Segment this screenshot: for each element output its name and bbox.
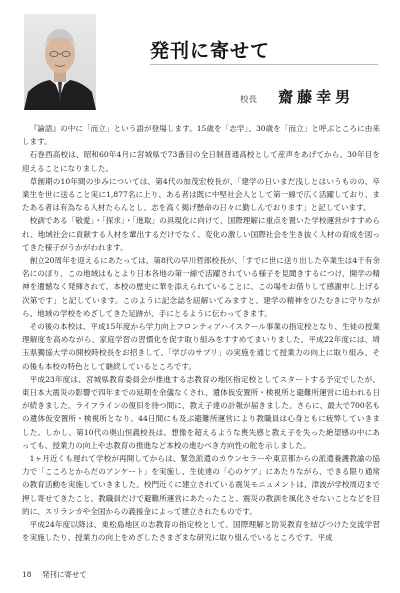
page-title: 発刊に寄せて xyxy=(150,40,271,62)
paragraph: 平成23年度は、宮城県教育委員会が推進する志教育の地区指定校としてスタートする予定でしたが、東日本大震災の影響で四年までの延期を余儀なくされ、遺体仮安置所・検視所と避難所運営に追われる日が続きました。ライフラインの復旧を待つ間に、教え子達の計報が届きました。さらに、最大で700名もの遺体仮安置所・検視所となり、44日間にも及ぶ避難所運営により教職員は心身ともに疲弊していきました。しかし、第10代の奥山恒義校長は、想像を超えるような喪失感と教え子を失った絶望感の中にあっても、授業力の向上や志教育の推進など本校の進むべき方向性の舵を示しました。 xyxy=(22,374,380,450)
portrait-image xyxy=(24,14,96,110)
paragraph: 平成24年度以降は、東松島地区の志教育の指定校として、国際理解と防災教育を結びつけた交流学習を実施したり、授業力の向上をめざしたさまざまな研究に取り組んでいるところです。平成 xyxy=(22,520,380,543)
paragraph: 校訓である「敬愛」・「探求」・「進取」の具現化に向けて、国際理解に重点を置いた学校運営がすすめられ、地域社会に貢献する人材を輩出するだけでなく、変化の激しい国際社会を生き抜く人材の育成を図ってきた様子がうかがわれます。 xyxy=(22,216,380,252)
principal-photo xyxy=(24,14,96,110)
author-name: 齋藤幸男 xyxy=(278,88,355,106)
footer-section-title: 発刊に寄せて xyxy=(41,570,87,579)
author-role: 校長 xyxy=(240,95,258,105)
paragraph: 草創期の10年間の歩みについては、第4代の加茂宏校長が、「建学の日いまだ浅しとはいうものの、卒業生を世に送ること実に1,877名に上り、ある者は既に中堅社会人として第一線で広く活躍しており、またある者は有為なる人材たらんとし、志を高く掲げ懸命の日々に勤しんでおります」と記しています。 xyxy=(22,176,380,213)
paragraph: 創立20周年を迎えるにあたっては、第8代の早川哲郎校長が、「すでに世に送り出した卒業生は4千有余名にのぼり、この地域はもとより日本各地の第一線で活躍されている様子を見聞きするにつけ、開学の精神を遺憾なく発揮されて、本校の歴史に華を添えられていることに、この場をお借りして感謝申し上げる次第です」と記しています。このように記念誌を紐解いてみますと、建学の精神をひたむきに守りながら、地域の学校をめざしてきた足跡が、手にとるように伝わってきます。 xyxy=(22,256,380,318)
paragraph: 1ヶ月近くも遅れて学校が再開してからは、緊急派遣のカウンセラーや東京都からの派遣養護教諭の協力で「こころとからだのアンケート」を実施し、生徒達の「心のケア」にあたりながら、できる限り通常の教育活動を実施していきました。校門近くに建立されている震災モニュメントは、津波が学校周辺まで押し寄せてきたこと、教職員だけで避難所運営にあたったこと、震災の教訓を風化させないことなどを目的に、スリランカや全国からの義援金によって建立されたものです。 xyxy=(22,454,380,516)
title-divider xyxy=(150,64,378,65)
page-footer xyxy=(22,569,87,580)
paragraph: 『論語』の中に「而立」という語が登場します。15歳を「志学」、30歳を「而立」と呼ぶところに由来します。 xyxy=(22,124,380,147)
paragraph: その後の本校は、平成15年度から学力向上フロンティアハイスクール事業の指定校となり、生徒の授業理解度を高めながら、家庭学習の習慣化を促す取り組みをすすめてまいりました。平成22年度には、埼玉県獨協大学の開校時校長をお招きして、「学びのサプリ」の実施を通じて授業力の向上に取り組み、その後も本校の特色として継続しているところです。 xyxy=(22,322,380,371)
author-byline xyxy=(240,86,354,107)
paragraph: 石巻西高校は、昭和60年4月に宮城県で73番目の全日制普通高校として産声をあげてから、30年目を迎えることになりました。 xyxy=(22,150,380,173)
page-number: 18 xyxy=(22,570,32,579)
article-body xyxy=(22,122,380,545)
